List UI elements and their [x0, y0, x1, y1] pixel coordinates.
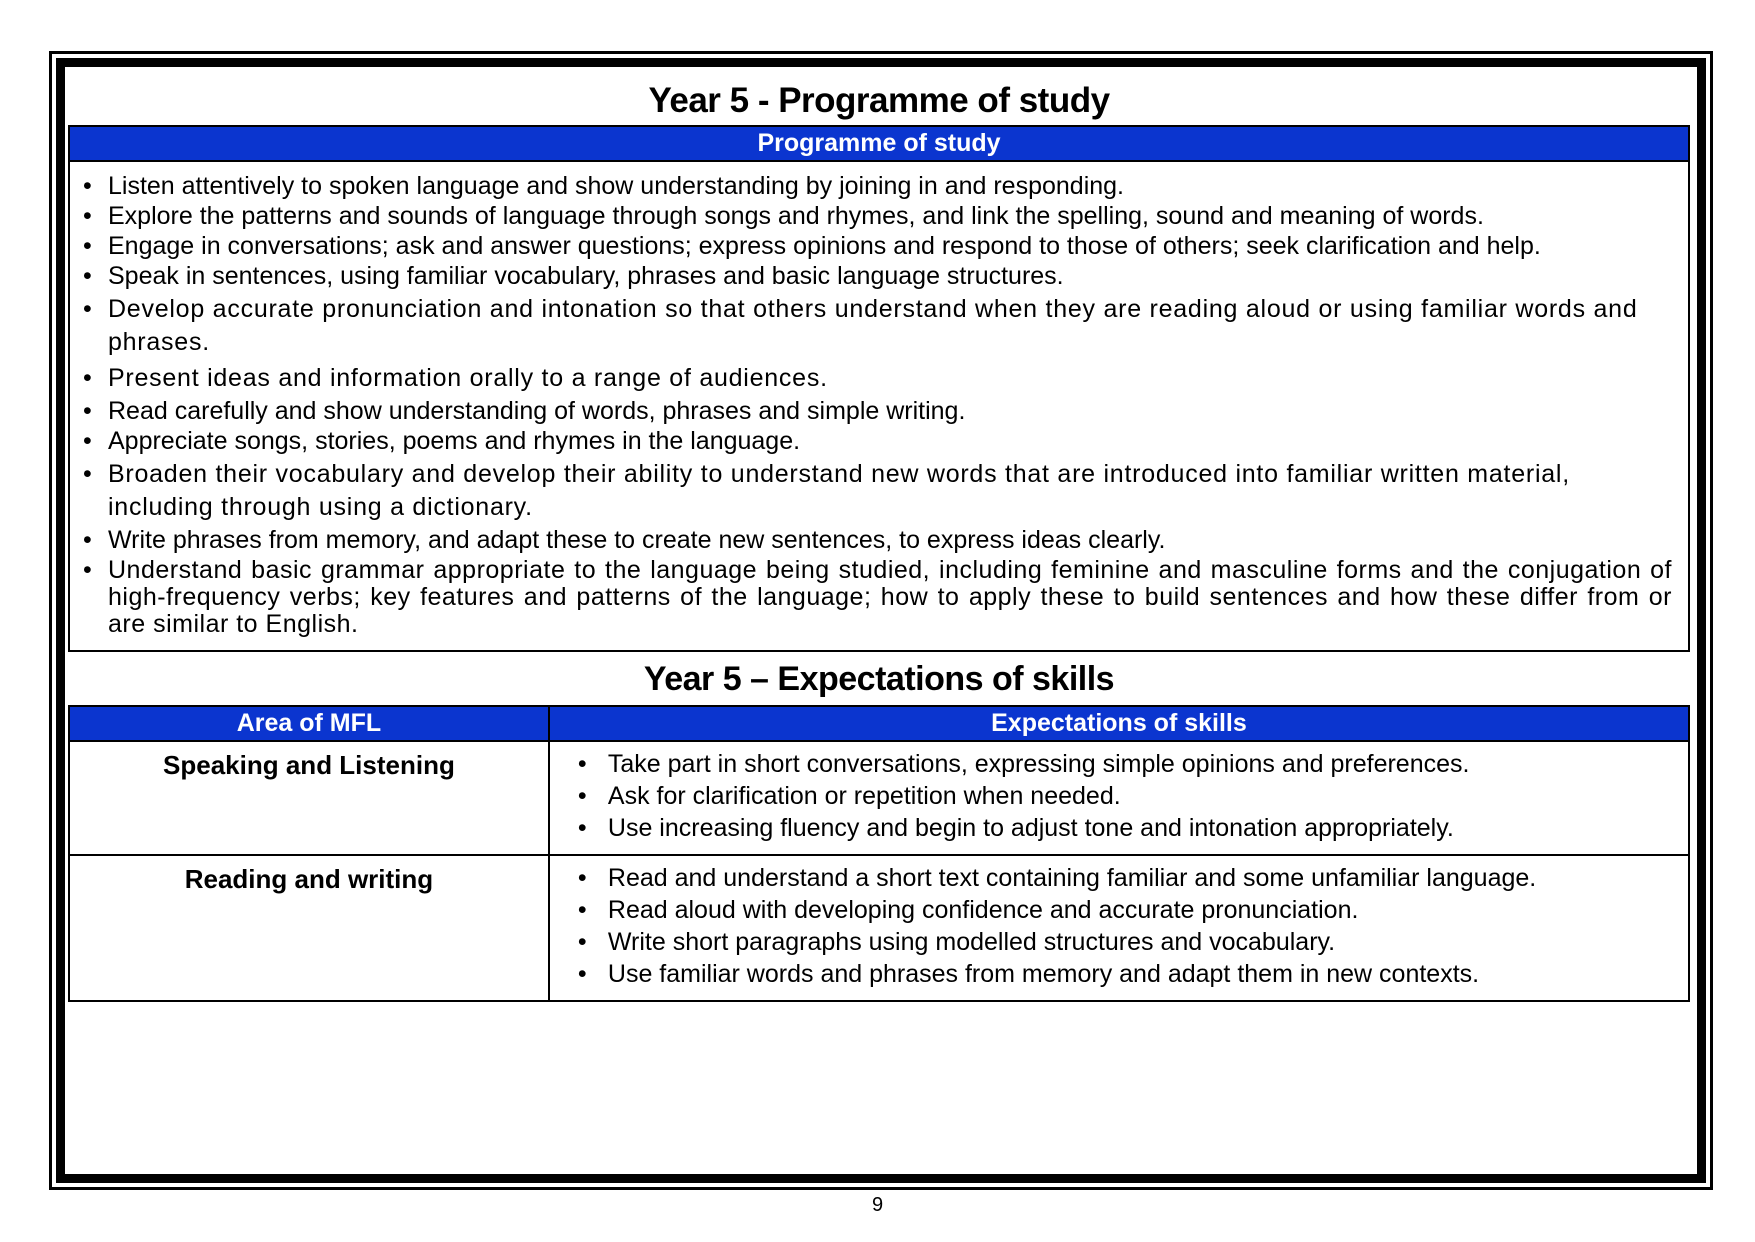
list-item: • Speak in sentences, using familiar vocabulary, phrases and basic language structures. [72, 263, 1682, 290]
column-header-area-of-mfl: Area of MFL [69, 706, 549, 741]
programme-table [68, 125, 1690, 652]
page-border-outer [49, 51, 1713, 1190]
list-item: • Take part in short conversations, expressing simple opinions and preferences. [550, 748, 1684, 780]
list-item: • Write short paragraphs using modelled structures and vocabulary. [550, 926, 1684, 958]
programme-body-row [69, 161, 1689, 651]
skills-cell [549, 741, 1689, 855]
expectations-header-row [69, 706, 1689, 741]
list-item: • Use familiar words and phrases from memory and adapt them in new contexts. [550, 958, 1684, 990]
area-cell-reading-and-writing: Reading and writing [69, 855, 549, 1001]
list-item: • Present ideas and information orally to a range of audiences. [72, 362, 1682, 395]
list-item: • Ask for clarification or repetition when needed. [550, 780, 1684, 812]
area-cell-speaking-and-listening: Speaking and Listening [69, 741, 549, 855]
skills-bullet-list [550, 862, 1684, 990]
expectations-table [68, 705, 1690, 1002]
list-item: • Read and understand a short text containing familiar and some unfamiliar language. [550, 862, 1684, 894]
list-item: • Engage in conversations; ask and answer questions; express opinions and respond to those of others; seek clarification and help. [72, 233, 1682, 260]
programme-header: Programme of study [69, 126, 1689, 161]
page-border-inner [56, 58, 1706, 1183]
table-row [69, 855, 1689, 1001]
skills-bullet-list [550, 748, 1684, 844]
column-header-expectations-of-skills: Expectations of skills [549, 706, 1689, 741]
programme-title: Year 5 - Programme of study [648, 81, 1110, 120]
programme-bullet-list [72, 173, 1682, 638]
list-item: • Listen attentively to spoken language and show understanding by joining in and responding. [72, 173, 1682, 200]
list-item: • Appreciate songs, stories, poems and rhymes in the language. [72, 428, 1682, 455]
list-item: • Write phrases from memory, and adapt these to create new sentences, to express ideas clearly. [72, 527, 1682, 554]
page-number: 9 [871, 1194, 884, 1216]
list-item: • Read aloud with developing confidence and accurate pronunciation. [550, 894, 1684, 926]
programme-header-row [69, 126, 1689, 161]
list-item: • Explore the patterns and sounds of language through songs and rhymes, and link the spelling, sound and meaning of words. [72, 203, 1682, 230]
skills-cell [549, 855, 1689, 1001]
expectations-title: Year 5 – Expectations of skills [643, 660, 1115, 698]
list-item: • Use increasing fluency and begin to adjust tone and intonation appropriately. [550, 812, 1684, 844]
list-item: • Read carefully and show understanding of words, phrases and simple writing. [72, 398, 1682, 425]
programme-body-cell [69, 161, 1689, 651]
list-item: • Broaden their vocabulary and develop their ability to understand new words that are introduced into familiar written material, including through using a dictionary. [72, 458, 1682, 524]
list-item: • Understand basic grammar appropriate to the language being studied, including feminine and masculine forms and the conjugation of high-frequency verbs; key features and patterns of the language; how to apply these to build sentences and how these differ from or are similar to English. [72, 557, 1682, 638]
table-row [69, 741, 1689, 855]
list-item: • Develop accurate pronunciation and intonation so that others understand when they are reading aloud or using familiar words and phrases. [72, 293, 1682, 359]
